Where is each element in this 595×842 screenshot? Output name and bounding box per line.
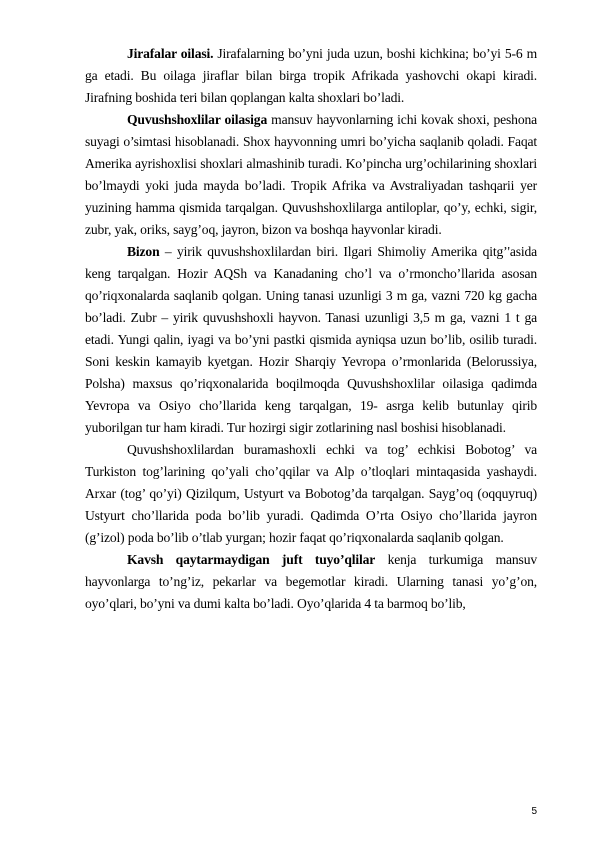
paragraph-bovids [85,109,537,241]
paragraph-giraffes [85,43,537,109]
paragraph-bison [85,241,537,439]
paragraph-text: – yirik quvushshoxlilardan biri. Ilgari Shimoliy Amerika qitg’'asida keng tarqalgan. Hozir AQSh va Kanadaning cho’l va o’rmoncho’llarida asosan qo’riqxonalarda saqlanib qolgan. Uning tanasi uzunligi 3 m ga, vazni 720 kg gacha bo’ladi. Zubr – yirik quvushshoxli hayvon. Tanasi uzunligi 3,5 m ga, vazni 1 t ga etadi. Yungi qalin, iyagi va bo’yni pastki qismida ayniqsa uzun bo’lib, osilib turadi. Soni keskin kamayib kyetgan. Hozir Sharqiy Yevropa o’rmonlarida (Belorussiya, Polsha) maxsus qo’riqxonalarida boqilmoqda Quvushshoxlilar oilasiga qadimda Yevropa va Osiyo cho’llarida keng tarqalgan, 19- asrga kelib butunlay qirib yuborilgan tur ham kiradi. Tur hozirgi sigir zotlarining nasl boshisi hisoblanadi. [85,244,537,435]
term-bison: Bizon [127,244,160,259]
term-bovid-family: Quvushshoxlilar oilasiga [127,112,268,127]
paragraph-text: Jirafalarning bo’yni juda uzun, boshi kichkina; bo’yi 5-6 m ga etadi. Bu oilaga jiraflar bilan birga tropik Afrikada yashovchi okapi kiradi. Jirafning boshida teri bilan qoplangan kalta shoxlari bo’ladi. [85,46,537,105]
paragraph-text: kenja turkumiga mansuv hayvonlarga to’ng’iz, pekarlar va begemotlar kiradi. Ularning tanasi yo’g’on, oyo’qlari, bo’yni va dumi kalta bo’ladi. Oyo’qlarida 4 ta barmoq bo’lib, [85,552,537,611]
page-number: 5 [531,806,537,817]
paragraph-mountain-bovids [85,439,537,549]
paragraph-non-ruminants [85,549,537,615]
paragraph-text: mansuv hayvonlarning ichi kovak shoxi, peshona suyagi o’simtasi hisoblanadi. Shox hayvonning umri bo’yicha saqlanib qoladi. Faqat Amerika ayrishoxlisi shoxlari almashinib turadi. Ko’pincha urg’ochilarining shoxlari bo’lmaydi yoki juda mayda bo’ladi. Tropik Afrika va Avstraliyadan tashqarii yer yuzining hamma qismida tarqalgan. Quvushshoxlilarga antiloplar, qo’y, echki, sigir, zubr, yak, oriks, sayg’oq, jayron, bizon va boshqa hayvonlar kiradi. [85,112,537,237]
document-page [85,43,537,615]
term-giraffe-family: Jirafalar oilasi. [127,46,214,61]
term-non-ruminant-artiodactyls: Kavsh qaytarmaydigan juft tuyo’qlilar [127,552,376,567]
paragraph-text: Quvushshoxlilardan buramashoxli echki va tog’ echkisi Bobotog’ va Turkiston tog’larining qo’yali cho’qqilar va Alp o’tloqlari mintaqasida yashaydi. Arxar (tog’ qo’yi) Qizilqum, Ustyurt va Bobotog’da tarqalgan. Sayg’oq (oqquyruq) Ustyurt cho’llarida poda bo’lib yuradi. Qadimda O’rta Osiyo cho’llarida jayron (g’izol) poda bo’lib o’tlab yurgan; hozir faqat qo’riqxonalarda saqlanib qolgan. [85,442,537,545]
